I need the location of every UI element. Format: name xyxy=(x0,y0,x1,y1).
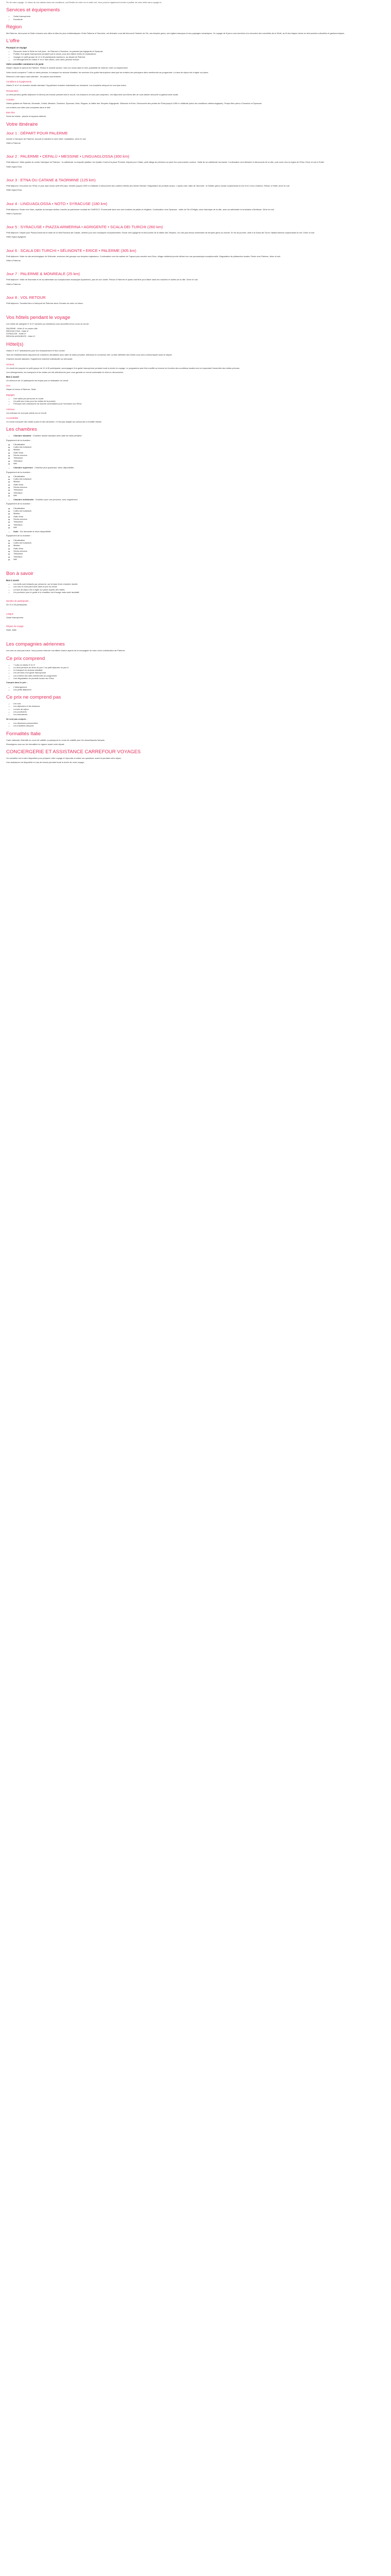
services-item: • Excellente xyxy=(13,18,385,21)
room-item: ◦ Wifi xyxy=(13,558,385,561)
day-title: Jour 5 : SYRACUSE • PIAZZA ARMERINA • AGRIGENTE • SCALA DEI TURCHI (260 km) xyxy=(6,225,163,230)
bon-savoir-title: Bon à savoir xyxy=(6,571,34,577)
activites-title: Activités xyxy=(6,98,14,101)
itineraire-title: Votre itinéraire xyxy=(6,121,38,127)
room-item: ◦ Sèche-cheveux xyxy=(13,518,385,520)
bagages-item: • Une valise par personne en soute. xyxy=(13,397,385,400)
room-item: ◦ Télévision xyxy=(13,555,385,558)
bagages-item: • Un petit sac à dos pour les visites de la journée. xyxy=(13,400,385,402)
room-item: ◦ Climatisation xyxy=(13,443,385,446)
prix-comprend-item: • 7 nuits en hôtels 3* et 4* xyxy=(13,664,385,666)
offre-item: • Voyager en petit groupe de 12 à 30 participants maximum, au départ de Palerme xyxy=(13,56,385,58)
prix-non-item: • Les assurances xyxy=(13,713,385,716)
day-hotel: Hôtel région Etna xyxy=(6,189,22,192)
bon-savoir-item: • Un pourboire pour le guide et le chauffeur est d'usage mais reste facultatif. xyxy=(13,591,385,594)
day-text: Arrivée à l'aéroport de Palerme. Accueil et transfert à votre hôtel. Installation, dîner et nuit. xyxy=(6,137,86,140)
day-hotel: Hôtel à Syracuse xyxy=(6,212,22,215)
room-block: • Chambre individuelle : Chambre pour une personne, avec supplément. xyxy=(6,498,385,501)
general-subtitle: Bon à savoir xyxy=(6,376,20,379)
day-title: Jour 1 : DÉPART POUR PALERME xyxy=(6,130,68,135)
room-item: ◦ Sèche-cheveux xyxy=(13,486,385,488)
day-title: Jour 7 : PALERME & MONREALE (25 km) xyxy=(6,272,80,277)
prix-non-item: • La taxe de séjour xyxy=(13,708,385,710)
conciergerie-text: Un conseiller est à votre disposition pour préparer votre voyage et répondre à toutes vos questions, avant et pendant votre séjour. xyxy=(6,757,122,760)
offre-text-3: Votre circuit comprend 7 nuits en demi-pension, le transport en autocar climatisé, les services d'un guide francophone ainsi que les entrées des principaux sites mentionnés au programme. La taxe de séjour est à régler sur place. xyxy=(6,71,209,74)
hotels-list xyxy=(6,327,385,338)
room-items xyxy=(6,507,385,529)
room-name: Chambre individuelle xyxy=(13,498,34,501)
room-item: ◦ Sèche-cheveux xyxy=(13,550,385,552)
day-title: Jour 2 : PALERME • CEFALÙ • MESSINE • LINGUAGLOSSA (300 km) xyxy=(6,154,129,159)
activites-text: Visites guidées de Palerme, Monreale, Cefalù, Messine, Taormine, Syracuse, Noto, Raguse, la Vallée des Temples d'Agrigente, Sélinonte et Erice. Découverte des pentes de l'Etna jusqu'à 1900 m d'altitude (selon les conditions météorologiques). Temps libre prévu à Taormine et Syracuse. xyxy=(6,101,263,105)
hotels-line: RÉGION ETNA : Hôtel 4* xyxy=(6,329,29,332)
formalites-text-2: Renseignez-vous sur les formalités en vigueur avant votre départ. xyxy=(6,742,65,745)
hotels-title: Vos hôtels pendant le voyage xyxy=(6,315,71,321)
room-item: ◦ Salle d'eau xyxy=(13,547,385,550)
prix-non-list xyxy=(6,702,385,716)
room-sub: Équipement de la chambre : xyxy=(6,534,31,537)
offre-subtitle: Pourquoi ce voyage xyxy=(6,46,27,49)
langue-text: Guide francophone. xyxy=(6,616,24,619)
prix-comprend-sub: Compris dans le prix : xyxy=(6,681,27,684)
prix-non-item: • Les déjeuners et les boissons xyxy=(13,705,385,707)
animaux-text: Les animaux ne sont pas admis sur ce circuit. xyxy=(6,411,47,414)
room-item: ◦ Minibar xyxy=(13,512,385,515)
day-hotel: Hôtel à Palerme xyxy=(6,282,21,285)
prix-comprend-sub-item: • Les petits déjeuners xyxy=(13,688,385,691)
prix-comprend-item: • Les services d'un guide francophone xyxy=(13,671,385,674)
bon-savoir-list xyxy=(6,583,385,594)
room-item: ◦ Coffre-fort individuel xyxy=(13,446,385,448)
region-voyage-text: Sicile, Italie. xyxy=(6,628,17,631)
room-item: ◦ Climatisation xyxy=(13,507,385,510)
room-desc: Chambre plus spacieuse, selon disponibilité. xyxy=(35,466,74,469)
prix-comprend-sub-item: • L'hébergement xyxy=(13,686,385,688)
bien-etre-text: Selon les hôtels : piscine et espaces détente. xyxy=(6,115,46,118)
conditions-text: Hôtels 3* et 4* en chambre double standard. Supplément chambre individuelle sur demande. Les transferts aéroport ne sont pas inclus. xyxy=(6,84,127,87)
general-title: Général xyxy=(6,363,14,366)
services-list xyxy=(6,15,385,21)
general-text: Ce circuit est proposé en petit groupe de 12 à 30 participants, accompagné d'un guide francophone pendant toute la durée du voyage. Le programme peut être modifié ou inversé en fonction des conditions locales tout en respectant l'ensemble des visites prévues. xyxy=(6,366,240,369)
bagages-title: Bagages xyxy=(6,393,15,396)
services-item: • Guide francophone xyxy=(13,15,385,18)
day-text: Petit déjeuner. Visite guidée du centre historique de Palerme : la cathédrale, la chapelle palatine, les Quattro Canti et la place Pretoria. Départ pour Cefalù, petit village de pêcheurs au pied d'un promontoire rocheux. Visite de sa cathédrale normande. Continuation vers Messine et découverte de la ville, puis route vers la région de l'Etna. Dîner et nuit à l'hôtel. xyxy=(6,161,324,164)
region-title: Région xyxy=(6,24,22,30)
day-block xyxy=(6,154,385,168)
day-block xyxy=(6,201,385,215)
prix-comprend-item: • Les entrées des sites mentionnés au programme xyxy=(13,674,385,677)
langue-title: Langue xyxy=(6,612,13,615)
room-item: ◦ Climatisation xyxy=(13,475,385,478)
hotels-intro: Les hôtels de catégorie 3* et 4* suivants (ou similaires) vous accueilleront au cours du circuit : xyxy=(6,323,90,326)
room-item: ◦ Climatisation xyxy=(13,539,385,541)
day-block xyxy=(6,178,385,192)
day-hotel: Hôtel région Etna xyxy=(6,165,22,168)
prix-non-item: • Les pourboires xyxy=(13,710,385,713)
bon-savoir-subtitle: Bon à savoir xyxy=(6,579,20,582)
offre-title: L'offre xyxy=(6,38,20,44)
compagnies-title: Les compagnies aériennes xyxy=(6,641,65,648)
conciergerie-text-2: Une assistance est disponible en cas de besoin pendant toute la durée de votre voyage. xyxy=(6,761,85,764)
room-name: Chambre supérieure xyxy=(13,466,33,469)
general-text-2: Les hébergements, les transports et les visites ont été sélectionnés pour vous garantir un circuit confortable et riche en découvertes. xyxy=(6,370,124,374)
room-sub: Équipement de la chambre : xyxy=(6,502,31,505)
bon-savoir-item: • Les vols ne sont pas inclus dans le prix du circuit. xyxy=(13,585,385,588)
hotel-detail-line: Hôtels 3* et 4* sélectionnés pour leur emplacement et leur confort. xyxy=(6,349,66,352)
top-note: Fin de votre voyage : le retour de vos valises dans ces conditions, soit Séville de votre vol et cette nuit. Vous pourrez également rendre à profiter de votre belle sans voyage ici. xyxy=(6,1,162,4)
room-item: ◦ Salle d'eau xyxy=(13,515,385,518)
prix-non-sub-item: • Les dépenses personnelles xyxy=(13,722,385,724)
prix-non-title: Ce prix ne comprend pas xyxy=(6,694,61,701)
day-text: Petit déjeuner. Excursion sur l'Etna, le plus haut volcan actif d'Europe. Montée jusqu'à 1900 m d'altitude et découverte des cratères éteints des Monts Silvestri. Dégustation de produits locaux. L'après-midi, visite de Taormine : le théâtre gréco-romain surplombant la mer et le Corso Umberto. Retour à l'hôtel, dîner et nuit. xyxy=(6,184,290,187)
day-title: Jour 8 : VOL RETOUR xyxy=(6,295,46,300)
room-name: Chambre standard xyxy=(13,434,31,437)
bien-etre-title: Bien-être xyxy=(6,111,15,114)
formalites-title: Formalités Italie xyxy=(6,731,41,737)
day-title: Jour 3 : ETNA OU CATANE & TAORMINE (125 km) xyxy=(6,177,96,182)
day-hotel: Hôtel à Palerme xyxy=(6,142,21,145)
conditions-title: Conditions & équipements xyxy=(6,80,31,83)
hotel-detail-title: Hôtel(s) xyxy=(6,341,24,347)
room-items xyxy=(6,443,385,465)
accessibilite-title: Accessibilité xyxy=(6,416,19,419)
room-desc: Chambre double standard avec salle de bains privative. xyxy=(32,434,83,437)
page xyxy=(6,1,385,2576)
room-item: ◦ Minibar xyxy=(13,448,385,451)
room-sub: Équipement de la chambre : xyxy=(6,470,31,473)
room-item: ◦ Minibar xyxy=(13,480,385,483)
room-sub: Équipement de la chambre : xyxy=(6,438,31,442)
bagages-list xyxy=(6,397,385,405)
prix-comprend-title: Ce prix comprend xyxy=(6,655,45,662)
general-text-3: Un minimum de 12 participants est requis pour la réalisation du circuit. xyxy=(6,379,69,382)
room-item: ◦ Téléphone xyxy=(13,488,385,491)
hotels-line: RÉGION AGRIGENTE : Hôtel 4* xyxy=(6,335,36,338)
formalites-text: Carte nationale d'identité en cours de validité ou passeport en cours de validité pour les ressortissants français. xyxy=(6,738,105,741)
room-item: ◦ Téléphone xyxy=(13,552,385,555)
conciergerie-title: CONCIERGERIE ET ASSISTANCE CARREFOUR VOYAGES xyxy=(6,749,141,755)
day-hotel: Hôtel région Agrigente xyxy=(6,235,26,239)
prix-comprend-item: • Une dégustation de produits locaux sur l'Etna xyxy=(13,677,385,680)
day-hotel: Hôtel à Palerme xyxy=(6,259,21,262)
room-item: ◦ Wifi xyxy=(13,526,385,529)
animaux-title: Animaux xyxy=(6,408,15,411)
hotels-line: SYRACUSE : Hôtel 3* xyxy=(6,332,26,335)
offre-text-2: Départ: départ le samedi de Palerme. Retour le samedi suivant. Vols non inclus dans le tarif, possibilité de réserver votre vol séparément. xyxy=(6,66,128,70)
room-item: ◦ Sèche-cheveux xyxy=(13,454,385,456)
prix-non-item: • Les vols xyxy=(13,702,385,705)
room-item: ◦ Coffre-fort individuel xyxy=(13,510,385,512)
offre-list xyxy=(6,50,385,61)
prix-comprend-item: • Le transport en autocar climatisé xyxy=(13,669,385,671)
bon-savoir-item: • La taxe de séjour est à régler sur place auprès des hôtels. xyxy=(13,588,385,591)
bon-savoir-item: • Les tarifs sont indiqués par personne, sur la base d'une chambre double. xyxy=(13,583,385,585)
room-item: ◦ Télévision xyxy=(13,460,385,462)
room-item: ◦ Wifi xyxy=(13,462,385,465)
room-item: ◦ Salle d'eau xyxy=(13,483,385,486)
lieu-title: Lieu xyxy=(6,384,10,387)
participants-title: Nombre de participants xyxy=(6,600,29,603)
offre-item: • Profiter d'un guide francophone pendant tout le circuit, pour des visites riches en explications xyxy=(13,53,385,55)
day-text: Petit déjeuner. Transfert libre à l'aéroport de Palerme selon l'horaire de votre vol retour. xyxy=(6,301,84,304)
offre-item: • Un hébergement en hôtels 3* et 4* bien situés, avec demi-pension incluse xyxy=(13,58,385,61)
day-title: Jour 4 : LINGUAGLOSSA • NOTO • SYRACUSE (180 km) xyxy=(6,201,107,206)
activites-text-2: Les entrées aux sites sont comprises dans le tarif. xyxy=(6,106,51,109)
room-item: ◦ Salle d'eau xyxy=(13,451,385,454)
day-block xyxy=(6,295,385,304)
room-block: • Suite : Sur demande et selon disponibilité. xyxy=(6,530,385,533)
day-text: Petit déjeuner. Route vers Noto, capitale du baroque sicilien, inscrite au patrimoine mondial de l'UNESCO. Promenade dans ses rues bordées de palais et d'églises. Continuation vers Syracuse : visite de l'île d'Ortigia, cœur historique de la ville, avec sa cathédrale et la fontaine d'Aréthuse. Dîner et nuit. xyxy=(6,208,274,211)
day-block xyxy=(6,131,385,145)
offre-item: • Découvrir toute la Sicile en huit jours : de Palerme à Taormine, en passant par Agrigente et Syracuse xyxy=(13,50,385,53)
day-text: Petit déjeuner. Visite de Monreale et de sa cathédrale aux somptueuses mosaïques byzantines, puis de son cloître. Retour à Palerme et après-midi libre pour flâner dans les marchés et ruelles de la ville. Dîner et nuit. xyxy=(6,278,198,281)
prix-comprend-item: • La demi-pension du dîner du jour 1 au petit déjeuner du jour 8 xyxy=(13,666,385,669)
prix-non-sub: Ne sont pas compris : xyxy=(6,717,27,720)
room-item: ◦ Wifi xyxy=(13,494,385,497)
room-items xyxy=(6,539,385,561)
chambres-title: Les chambres xyxy=(6,427,37,433)
hotel-detail-text: Tous les établissements disposent de chambres climatisées avec salle de bains privative, télévision et connexion wifi. La liste définitive des hôtels vous sera communiquée avant le départ. xyxy=(6,353,173,356)
room-block: • Chambre standard : Chambre double standard avec salle de bains privative. xyxy=(6,434,385,437)
services-title: Services et équipements xyxy=(6,7,60,13)
day-block xyxy=(6,272,385,285)
region-text: Ma Palermo, découvrez la Sicile à travers ses villes et sites les plus emblématiques. Entre Palerme et Taormine, cet itinéraire vous fait découvrir l'histoire de l'île, ses temples grecs, ses églises baroques et ses paysages volcaniques. Ce voyage de 8 jours vous emmène à la rencontre des merveilles de la Sicile, au fil des étapes riches en découvertes culturelles et gastronomiques. xyxy=(6,31,345,35)
day-text: Petit déjeuner. Visite du site archéologique de Sélinonte, ancienne cité grecque aux temples majestueux. Continuation vers les salines de Trapani puis montée vers Erice, village médiéval perché offrant une vue panoramique exceptionnelle. Dégustation de pâtisseries locales. Route vers Palerme, dîner et nuit. xyxy=(6,255,281,258)
hotels-line: PALERME : Hôtel 4* en centre-ville xyxy=(6,327,38,330)
room-desc: Chambre pour une personne, avec supplément. xyxy=(35,498,78,501)
offre-text-4: Réservez votre séjour sans attendre : les places sont limitées. xyxy=(6,75,61,78)
room-desc: Sur demande et selon disponibilité. xyxy=(20,530,52,533)
participants-text: De 12 à 30 participants. xyxy=(6,603,28,606)
room-item: ◦ Coffre-fort individuel xyxy=(13,478,385,480)
hotel-detail-extra: Chambre double standard. Supplément chambre individuelle sur demande. xyxy=(6,358,73,361)
room-item: ◦ Téléphone xyxy=(13,520,385,523)
room-name: Suite xyxy=(13,530,19,533)
offre-subtitle-2: Votre conseiller commerce à le juste xyxy=(6,63,44,66)
lieu-text: Départ et retour à Palerme, Sicile. xyxy=(6,388,37,391)
region-voyage-title: Région du voyage xyxy=(6,624,24,628)
accessibilite-text: Ce circuit comporte des visites à pied et des dénivelés. Il n'est pas adapté aux personnes à mobilité réduite. xyxy=(6,420,102,423)
room-item: ◦ Minibar xyxy=(13,544,385,547)
room-item: ◦ Télévision xyxy=(13,523,385,526)
prix-non-sub-list xyxy=(6,722,385,727)
prix-comprend-list xyxy=(6,664,385,680)
room-items xyxy=(6,475,385,497)
day-block xyxy=(6,225,385,239)
room-item: ◦ Coffre-fort individuel xyxy=(13,541,385,544)
day-title: Jour 6 : SCALA DEI TURCHI • SÉLINONTE • ERICE • PALERME (305 km) xyxy=(6,248,137,253)
restauration-title: Restauration xyxy=(6,89,19,92)
restauration-text: La demi-pension (petits déjeuners et dîners) est incluse pendant tout le circuit. Les boissons ne sont pas comprises. Les déjeuners sont libres afin de vous laisser découvrir la gastronomie locale. xyxy=(6,93,179,96)
day-text: Petit déjeuner. Départ pour Piazza Armerina et visite de la Villa Romana del Casale, célèbre pour ses mosaïques exceptionnelles. Route vers Agrigente et découverte de la Vallée des Temples, l'un des plus beaux ensembles de temples grecs au monde. En fin de journée, arrêt à la Scala dei Turchi, falaise blanche surplombant la mer. Dîner et nuit. xyxy=(6,231,315,234)
day-block xyxy=(6,248,385,262)
room-item: ◦ Téléphone xyxy=(13,456,385,459)
room-item: ◦ Télévision xyxy=(13,492,385,494)
room-block: • Chambre supérieure : Chambre plus spacieuse, selon disponibilité. xyxy=(6,466,385,469)
prix-comprend-sub-list xyxy=(6,686,385,691)
prix-non-sub-item: • Les transferts aéroport xyxy=(13,724,385,727)
compagnies-text: Les vols ne sont pas inclus. Vous pouvez réserver vos billets d'avion auprès de la compagnie de votre choix à destination de Palerme. xyxy=(6,649,125,652)
bagages-item: • Prévoyez des chaussures de marche confortables pour l'excursion sur l'Etna. xyxy=(13,402,385,405)
